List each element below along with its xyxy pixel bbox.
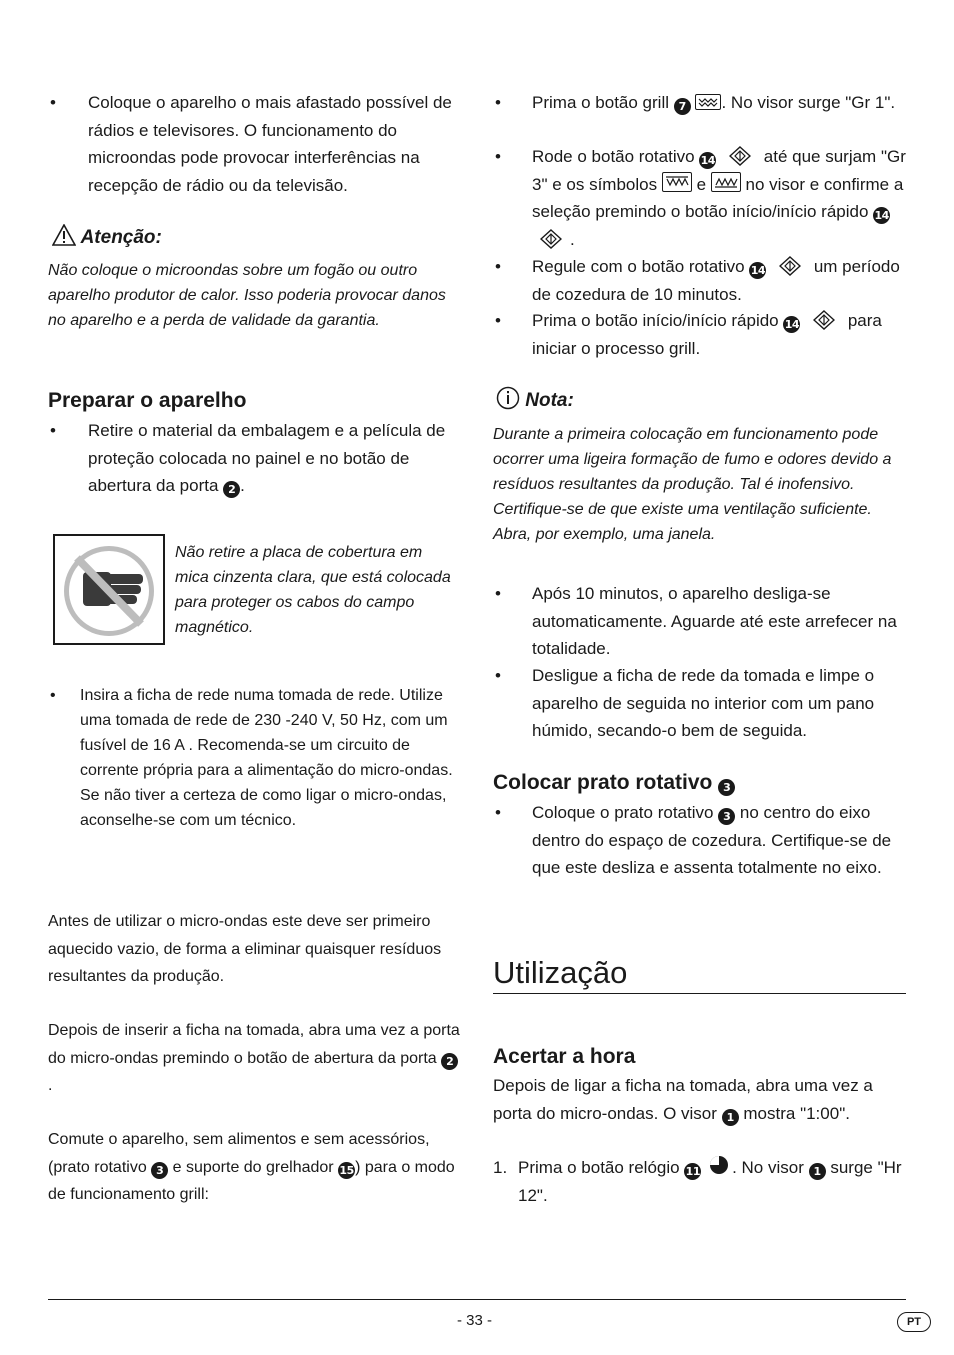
step-number: 1. [493,1158,508,1177]
bullet-dot: • [50,687,56,704]
grill-key-icon [695,94,721,110]
ref-number-badge: 7 [674,98,691,115]
warning-heading [52,224,162,251]
ref-number-badge: 3 [718,808,735,825]
bullet-text: Retire o material da embalagem e a película de proteção colocada no painel e no botão de abertura da porta 2 . [88,421,446,496]
bullet-dot: • [495,147,501,166]
bullet-text [532,307,907,362]
step-text-part: surge "Hr 12". [518,1158,902,1205]
warning-text: Não coloque o microondas sobre um fogão ou outro aparelho produtor de calor. Isso poderia provocar danos no aparelho e a perda de validade da garantia. [48,262,446,329]
bullet-dot: • [495,257,501,276]
bullet-dot: • [495,803,501,822]
bullet-text [532,89,907,117]
note-heading [496,386,574,414]
chapter-divider [493,993,906,994]
paragraph-antes: Antes de utilizar o micro-ondas este deve ser primeiro aquecido vazio, de forma a eliminar quaisquer resíduos resultantes da produção. [48,913,442,985]
paragraph-text: Depois de inserir a ficha na tomada, abra uma vez a porta do micro-ondas premindo o botão de abertura da porta [48,1022,460,1067]
bullet-text-part: . [570,229,575,249]
bullet-text-part: e [696,174,707,194]
ref-number-badge: 14 [784,318,800,331]
bullet-text-part: até que surjam "Gr 3" e os símbolos [532,147,906,194]
step-text-part: Prima o botão relógio [518,1158,680,1177]
clock-icon [709,1155,729,1175]
paragraph-text: ) para o modo de funcionamento grill: [48,1158,455,1203]
ref-number-badge: 2 [441,1053,458,1070]
bullet-dot: • [495,666,501,685]
ref-number-badge: 14 [700,154,715,167]
note-title: Nota: [525,390,574,411]
bullet-text: Desligue a ficha de rede da tomada e limpe o aparelho de seguida no interior com um pano húmido, secando-o bem de seguida. [532,666,875,740]
top-grill-symbol-icon [662,172,692,192]
bullet-text-part: Retire o material da embalagem e a película de proteção colocada no painel e no botão de abertura da porta [88,421,446,495]
section-title-preparar: Preparar o aparelho [48,389,247,412]
ref-number-badge: 1 [722,1109,739,1126]
bullet-text [532,143,907,253]
paragraph-comute [48,1126,462,1209]
bullet-dot: • [495,93,501,112]
bullet-text-part: para iniciar o processo grill. [532,311,882,358]
bullet-text: Insira a ficha de rede numa tomada de rede. Utilize uma tomada de rede de 230 -240 V, 50 Hz, com um fusível de 16 A . Recomenda-se um circuito de corrente própria para a alimentação do micro-ondas. Se não tiver a certeza de como ligar o micro-ondas, aconselhe-se com um técnico. [80,687,453,829]
paragraph-text: Depois de ligar a ficha na tomada, abra uma vez a porta do micro-ondas. O visor [493,1076,873,1123]
paragraph-text: e suporte do grelhador [172,1158,334,1176]
bullet-text [532,799,907,882]
page-number: - 33 - [457,1312,493,1329]
bullet-text-part: Regule com o botão rotativo [532,257,745,276]
prohibited-hand-icon [55,536,163,643]
rotary-dial-icon [729,146,751,166]
bullet-text [532,253,907,308]
paragraph-text: Comute o aparelho, sem alimentos e sem acessórios, (prato rotativo [48,1131,430,1176]
step-text-part: . No visor [732,1158,804,1177]
info-icon [496,386,520,410]
language-badge: PT [897,1312,931,1332]
bullet-dot: • [495,311,501,330]
paragraph-depois: Depois de inserir a ficha na tomada, abra uma vez a porta do micro-ondas premindo o botão de abertura da porta 2. [48,1022,460,1094]
warning-triangle-icon [52,224,76,246]
bullet-dot: • [495,584,501,603]
ref-number-badge: 11 [685,1165,700,1178]
bullet-text-part: no visor e confirme a seleção premindo o botão início/início rápido [532,174,904,221]
no-hand-warning-image [53,534,165,645]
footer-divider [48,1299,906,1300]
image-caption: Não retire a placa de cobertura em mica cinzenta clara, que está colocada para proteger os cabos do campo magnético. [175,544,451,636]
bullet-text-part: . No visor surge "Gr 1". [721,93,896,112]
bullet-text-part: um período de cozedura de 10 minutos. [532,257,900,304]
bullet-text: Após 10 minutos, o aparelho desliga-se automaticamente. Aguarde até este arrefecer na totalidade. [532,584,897,658]
ref-number-badge: 3 [151,1162,168,1179]
note-text: Durante a primeira colocação em funcionamento pode ocorrer uma ligeira formação de fumo e odores devido a resíduos resultantes da produção. Tal é inofensivo. Certifique-se de que existe uma ventilação suficiente. Abra, por exemplo, uma janela. [493,426,892,543]
bullet-text-part: no centro do eixo dentro do espaço de cozedura. Certifique-se de que este desliza e assenta totalmente no eixo. [532,803,892,877]
ref-number-badge: 14 [874,209,889,222]
paragraph-hora [493,1072,907,1127]
bullet-text-part: Prima o botão grill [532,93,670,112]
bullet-text-part: Coloque o prato rotativo [532,803,714,822]
bullet-dot: • [50,421,56,440]
start-button-icon [813,310,835,330]
bottom-grill-symbol-icon [711,172,741,192]
rotary-dial-icon [779,256,801,276]
start-button-icon [540,229,562,249]
ref-number-badge: 14 [750,264,766,277]
ref-number-badge: 15 [339,1163,354,1177]
section-title-hora: Acertar a hora [493,1045,636,1068]
ref-number-badge: 3 [718,779,735,796]
ref-number-badge: 2 [223,481,240,498]
bullet-text-part: Rode o botão rotativo [532,147,695,166]
paragraph-text: mostra "1:00". [743,1103,850,1123]
step-text [518,1154,907,1209]
warning-title: Atenção: [80,227,162,248]
section-title-prato [493,770,735,796]
section-title-text: Colocar prato rotativo [493,771,713,794]
bullet-dot: • [50,93,56,112]
bullet-text: Coloque o aparelho o mais afastado possível de rádios e televisores. O funcionamento do microondas pode provocar interferências na recepção de rádio ou da televisão. [88,93,452,195]
bullet-text-part: Prima o botão início/início rápido [532,311,779,330]
ref-number-badge: 1 [809,1163,826,1180]
chapter-title: Utilização [493,955,628,990]
